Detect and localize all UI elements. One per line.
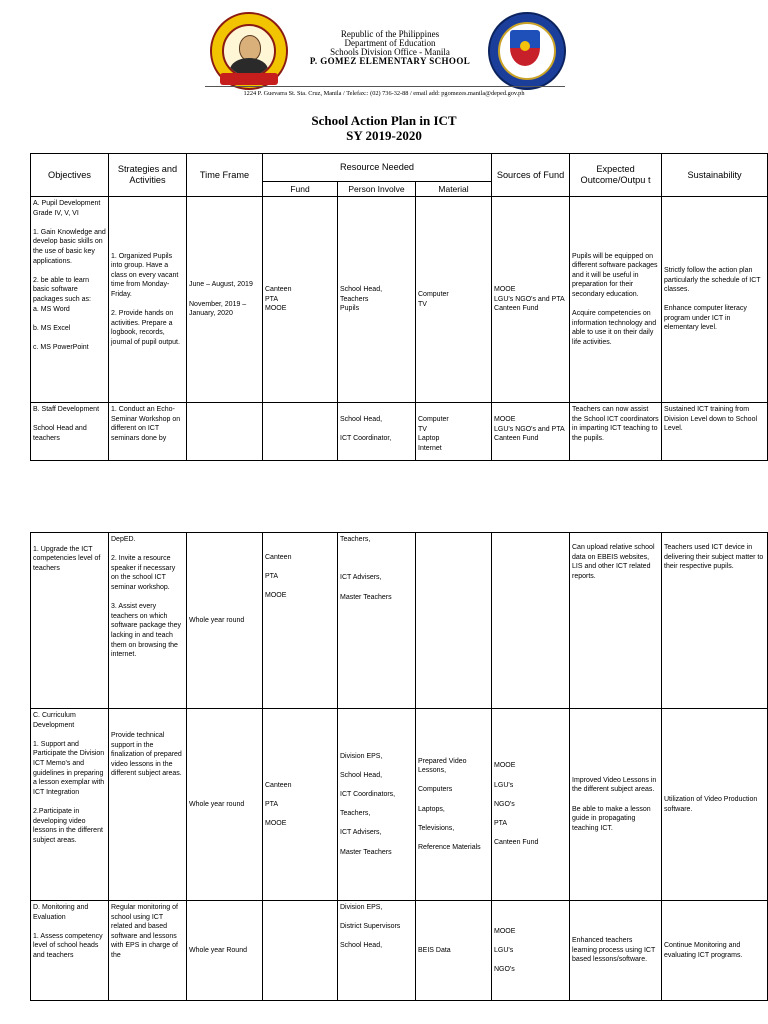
cell-sources: MOOE LGU's NGO's PTA Canteen Fund bbox=[492, 709, 570, 901]
cell-person: Teachers, ICT Advisers, Master Teachers bbox=[338, 533, 416, 709]
cell-outcome: Teachers can now assist the School ICT coordinators in imparting ICT teaching to the pupils. bbox=[570, 403, 662, 461]
document-title bbox=[0, 113, 768, 143]
table-row bbox=[31, 403, 768, 461]
action-plan-table-continued bbox=[30, 532, 768, 1001]
cell-strategies: Regular monitoring of school using ICT related and based software and lessons with EPS in charge of the bbox=[109, 901, 187, 1001]
cell-person: School Head, Teachers Pupils bbox=[338, 197, 416, 403]
cell-time-frame: June – August, 2019 November, 2019 – January, 2020 bbox=[187, 197, 263, 403]
cell-fund: Canteen PTA MOOE bbox=[263, 197, 338, 403]
cell-fund: Canteen PTA MOOE bbox=[263, 533, 338, 709]
letterhead bbox=[0, 0, 768, 100]
seal-ribbon bbox=[220, 73, 278, 85]
cell-sources: MOOE LGU's NGO's and PTA Canteen Fund bbox=[492, 197, 570, 403]
cell-objectives: D. Monitoring and Evaluation 1. Assess competency level of school heads and teachers bbox=[31, 901, 109, 1001]
cell-material: Computer TV bbox=[416, 197, 492, 403]
header-divider bbox=[205, 86, 565, 87]
cell-strategies: DepED. 2. Invite a resource speaker if necessary on the school ICT seminar workshop. 3. Assist every teachers on which software package they lacking in and teach them on browsing the internet. bbox=[109, 533, 187, 709]
header-resource-needed: Resource Needed bbox=[263, 154, 492, 182]
cell-sustainability: Utilization of Video Production software. bbox=[662, 709, 768, 901]
seal-portrait bbox=[222, 24, 276, 78]
school-address: 1224 P. Guevarra St. Sta. Cruz, Manila / Telefax:: (02) 736-32-88 / email add: pgomezes.manila@deped.gov.ph bbox=[243, 90, 525, 97]
cell-sustainability: Teachers used ICT device in delivering their subject matter to their respective pupils. bbox=[662, 533, 768, 709]
cell-time-frame bbox=[187, 403, 263, 461]
header-person: Person Involve bbox=[338, 182, 416, 197]
department-line: Department of Education bbox=[344, 38, 436, 48]
action-plan-table bbox=[30, 153, 768, 461]
cell-strategies: Provide technical support in the finalization of prepared video lessons in the different subject areas. bbox=[109, 709, 187, 901]
deped-seal-logo bbox=[488, 12, 566, 90]
school-name: P. GOMEZ ELEMENTARY SCHOOL bbox=[309, 56, 471, 66]
cell-fund bbox=[263, 403, 338, 461]
header-material: Material bbox=[416, 182, 492, 197]
cell-outcome: Enhanced teachers learning process using ICT based lessons/software. bbox=[570, 901, 662, 1001]
sun-icon bbox=[520, 41, 530, 51]
cell-objectives: 1. Upgrade the ICT competencies level of teachers bbox=[31, 533, 109, 709]
table-row bbox=[31, 901, 768, 1001]
cell-time-frame: Whole year round bbox=[187, 709, 263, 901]
cell-material: Computer TV Laptop Internet bbox=[416, 403, 492, 461]
division-line: Schools Division Office - Manila bbox=[330, 47, 450, 57]
header-outcome: Expected Outcome/Outpu t bbox=[570, 154, 662, 197]
cell-strategies: 1. Conduct an Echo-Seminar Workshop on different on ICT seminars done by bbox=[109, 403, 187, 461]
cell-sustainability: Strictly follow the action plan particularly the schedule of ICT classes. Enhance computer literacy program under ICT in elementary level. bbox=[662, 197, 768, 403]
header-sustainability: Sustainability bbox=[662, 154, 768, 197]
cell-objectives: B. Staff Development School Head and teachers bbox=[31, 403, 109, 461]
cell-sustainability: Continue Monitoring and evaluating ICT programs. bbox=[662, 901, 768, 1001]
cell-sources: MOOE LGU's NGO's and PTA Canteen Fund bbox=[492, 403, 570, 461]
cell-sources bbox=[492, 533, 570, 709]
cell-material bbox=[416, 533, 492, 709]
cell-outcome: Can upload relative school data on EBEIS websites, LIS and other ICT related reports. bbox=[570, 533, 662, 709]
cell-objectives: C. Curriculum Development 1. Support and Participate the Division ICT Memo's and guidelines in preparing a lesson exemplar with ICT Integration 2.Participate in developing video lessons in the different subject areas. bbox=[31, 709, 109, 901]
cell-material: BEIS Data bbox=[416, 901, 492, 1001]
cell-material: Prepared Video Lessons, Computers Laptops, Televisions, Reference Materials bbox=[416, 709, 492, 901]
school-seal-logo bbox=[210, 12, 288, 90]
school-year: SY 2019-2020 bbox=[346, 128, 422, 143]
table-row bbox=[31, 197, 768, 403]
table-row bbox=[31, 533, 768, 709]
header-objectives: Objectives bbox=[31, 154, 109, 197]
header-fund: Fund bbox=[263, 182, 338, 197]
cell-strategies: 1. Organized Pupils into group. Have a class on every vacant time from Monday-Friday. 2. Provide hands on activities. Prepare a logbook, records, journal of pupil output. bbox=[109, 197, 187, 403]
cell-sustainability: Sustained ICT training from Division Level down to School Level. bbox=[662, 403, 768, 461]
cell-fund: Canteen PTA MOOE bbox=[263, 709, 338, 901]
header-time-frame: Time Frame bbox=[187, 154, 263, 197]
cell-person: Division EPS, School Head, ICT Coordinators, Teachers, ICT Advisers, Master Teachers bbox=[338, 709, 416, 901]
cell-time-frame: Whole year Round bbox=[187, 901, 263, 1001]
letterhead-text bbox=[300, 30, 480, 66]
cell-outcome: Pupils will be equipped on different software packages and it will be useful in preparation for their secondary education. Acquire competencies on information technology and able to use it on their daily life activities. bbox=[570, 197, 662, 403]
title-line: School Action Plan in ICT bbox=[311, 113, 457, 128]
cell-person: School Head, ICT Coordinator, bbox=[338, 403, 416, 461]
cell-person: Division EPS, District Supervisors School Head, bbox=[338, 901, 416, 1001]
cell-fund bbox=[263, 901, 338, 1001]
cell-outcome: Improved Video Lessons in the different subject areas. Be able to make a lesson guide in propagating teaching ICT. bbox=[570, 709, 662, 901]
cell-objectives: A. Pupil Development Grade IV, V, VI 1. Gain Knowledge and develop basic skills on the use of basic key applications. 2. be able to learn basic software packages such as: a. MS Word b. MS Excel c. MS PowerPoint bbox=[31, 197, 109, 403]
table-row bbox=[31, 709, 768, 901]
republic-line: Republic of the Philippines bbox=[340, 29, 440, 39]
header-sources: Sources of Fund bbox=[492, 154, 570, 197]
cell-time-frame: Whole year round bbox=[187, 533, 263, 709]
header-strategies: Strategies and Activities bbox=[109, 154, 187, 197]
cell-sources: MOOE LGU's NGO's bbox=[492, 901, 570, 1001]
